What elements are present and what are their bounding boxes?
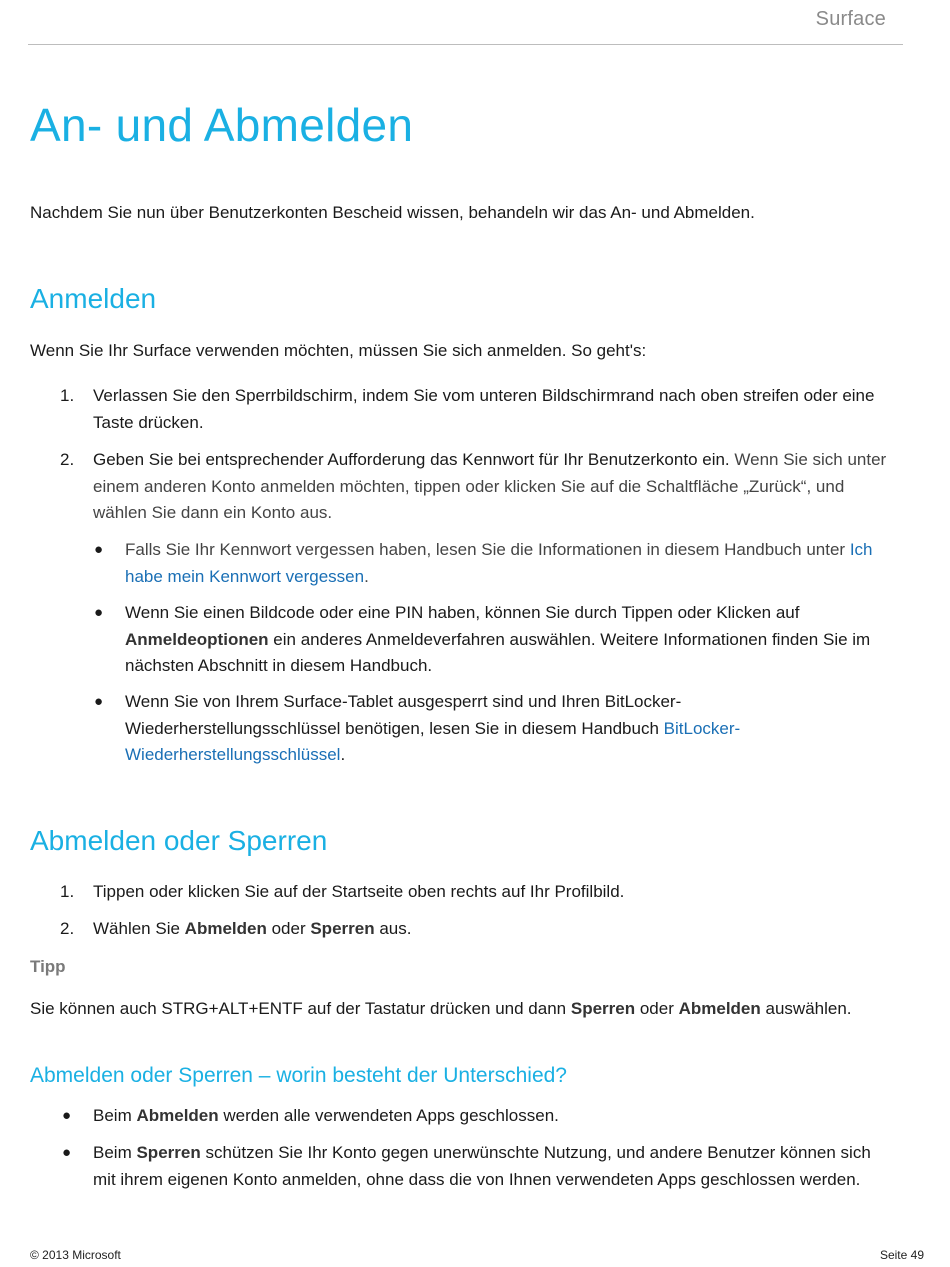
bullet-text-part: . xyxy=(364,566,369,586)
bullet-icon: ● xyxy=(62,1107,72,1124)
anmelden-lead: Wenn Sie Ihr Surface verwenden möchten, müssen Sie sich anmelden. So geht's: xyxy=(30,341,647,360)
bullet-text xyxy=(125,689,895,769)
list-item-text: Tippen oder klicken Sie auf der Startseite oben rechts auf Ihr Profilbild. xyxy=(93,882,625,901)
bold-term: Sperren xyxy=(310,919,375,938)
bullet-text-part: Falls Sie Ihr Kennwort vergessen haben, lesen Sie die Informationen in diesem Handbuch unter xyxy=(125,540,850,559)
list-number: 2. xyxy=(60,919,75,938)
list-item-text-part: Geben Sie bei entsprechender Aufforderung das Kennwort für Ihr Benutzerkonto ein. xyxy=(93,450,730,469)
bold-term: Anmeldeoptionen xyxy=(125,629,269,649)
bold-term: Sperren xyxy=(136,1143,201,1162)
list-number: 1. xyxy=(60,882,75,901)
bullet-text xyxy=(93,1103,898,1130)
bullet-text-part: Wenn Sie von Ihrem Surface-Tablet ausgesperrt sind und Ihren BitLocker-Wiederherstellungsschlüssel benötigen, lesen Sie in diesem Handbuch xyxy=(125,692,682,738)
list-number: 1. xyxy=(60,386,75,405)
list-item-text: Verlassen Sie den Sperrbildschirm, indem Sie vom unteren Bildschirmrand nach oben streifen oder eine Taste drücken. xyxy=(93,386,875,432)
tip-text-part: oder xyxy=(635,999,679,1018)
link-kennwort-vergessen[interactable]: Ich habe mein Kennwort vergessen xyxy=(125,540,873,586)
section-heading-anmelden: Anmelden xyxy=(30,283,157,314)
page-title: An- und Abmelden xyxy=(30,99,414,151)
bullet-icon: ● xyxy=(94,604,104,621)
bullet-icon: ● xyxy=(62,1144,72,1161)
bullet-icon: ● xyxy=(94,541,104,558)
bullet-text-part: ein anderes Anmeldeverfahren auswählen. Weitere Informationen finden Sie im nächsten Abschnitt in diesem Handbuch. xyxy=(125,629,871,675)
section-heading-abmelden: Abmelden oder Sperren xyxy=(30,825,328,856)
bullet-text-part: schützen Sie Ihr Konto gegen unerwünschte Nutzung, und andere Benutzer können sich mit ihrem eigenen Konto anmelden, ohne dass die von Ihnen verwendeten Apps geschlossen werden. xyxy=(93,1143,871,1189)
bullet-text xyxy=(125,537,895,590)
bullet-text-part: Beim xyxy=(93,1143,137,1162)
footer-copyright: © 2013 Microsoft xyxy=(30,1248,121,1262)
bullet-icon: ● xyxy=(94,693,104,710)
tip-text-part: auswählen. xyxy=(760,999,852,1018)
list-item-text xyxy=(93,916,898,943)
list-item-text-part: Wählen Sie xyxy=(93,919,185,938)
bold-term: Abmelden xyxy=(136,1106,219,1125)
bold-term: Abmelden xyxy=(184,919,267,938)
bold-term: Abmelden xyxy=(678,999,761,1018)
bullet-text xyxy=(93,1140,898,1193)
list-number: 2. xyxy=(60,450,75,469)
bullet-text-part: . xyxy=(340,745,346,764)
bullet-text-part: Beim xyxy=(93,1106,137,1125)
bullet-text-part: Wenn Sie einen Bildcode oder eine PIN haben, können Sie durch Tippen oder Klicken auf xyxy=(125,603,800,622)
tip-paragraph xyxy=(30,996,852,1022)
tip-label: Tipp xyxy=(30,957,66,976)
subsection-heading: Abmelden oder Sperren – worin besteht der Unterschied? xyxy=(30,1064,567,1087)
bullet-text-part: werden alle verwendeten Apps geschlossen. xyxy=(218,1106,559,1125)
bold-term: Sperren xyxy=(570,999,636,1018)
list-item-text-part: oder xyxy=(266,919,311,938)
list-item-text-part: aus. xyxy=(374,919,412,938)
intro-paragraph: Nachdem Sie nun über Benutzerkonten Bescheid wissen, behandeln wir das An- und Abmelden. xyxy=(30,203,755,222)
list-item-text xyxy=(93,447,898,527)
header-divider xyxy=(28,44,903,45)
bullet-text xyxy=(125,600,895,680)
list-item-text-part: Wenn Sie sich unter einem anderen Konto anmelden möchten, tippen oder klicken Sie auf die Schaltfläche „Zurück“, und wählen Sie dann ein Konto aus. xyxy=(93,450,887,522)
footer-page-number: Seite 49 xyxy=(879,1248,924,1262)
brand-logo-text: Surface xyxy=(815,8,886,30)
tip-text-part: Sie können auch STRG+ALT+ENTF auf der Tastatur drücken und dann xyxy=(30,999,571,1018)
link-bitlocker[interactable]: BitLocker-Wiederherstellungsschlüssel xyxy=(125,718,741,764)
